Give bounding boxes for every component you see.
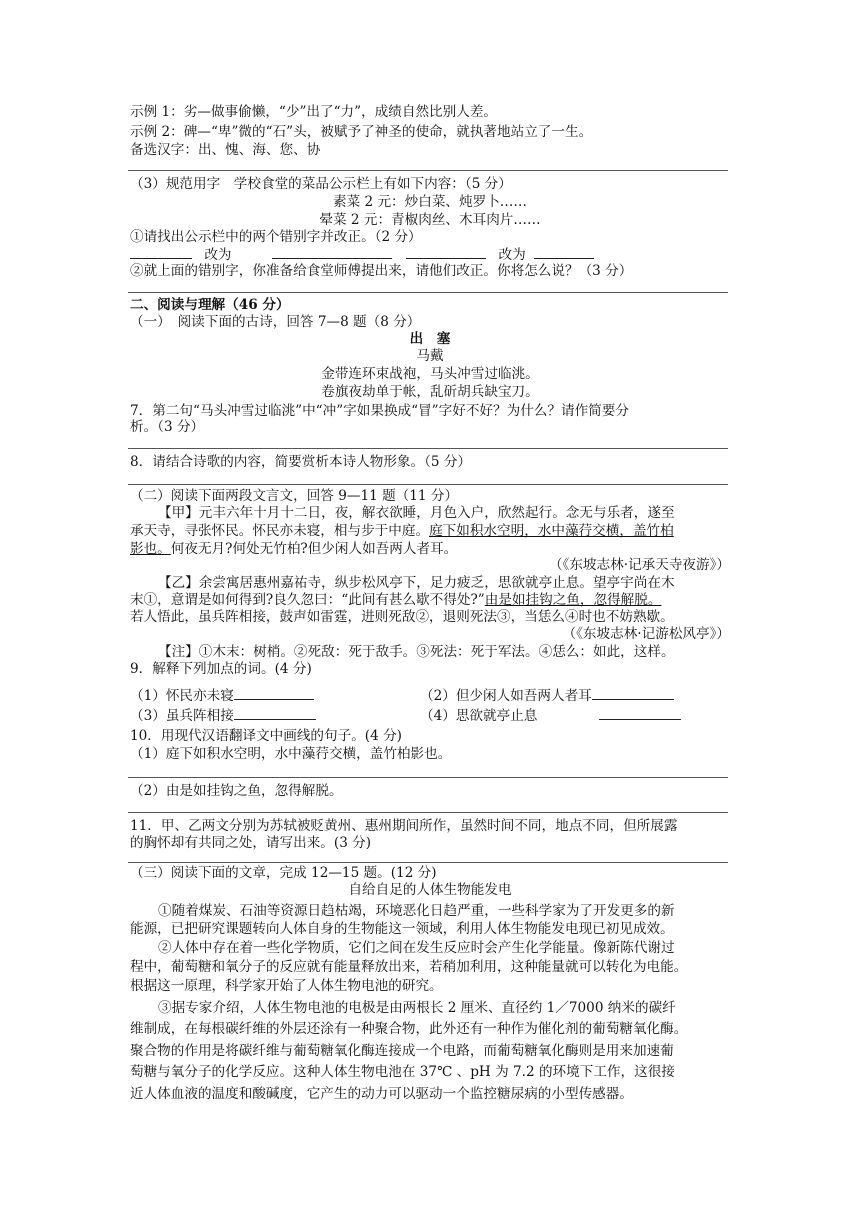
paragraph-1-line-2: 能源，已把研究课题转向人体自身的生物能这一领域，利用人体生物能发电现已初见成效。 xyxy=(130,921,674,937)
blank[interactable] xyxy=(534,244,594,259)
text-yi-line-2 xyxy=(130,591,661,609)
text-jia-plain: 承天寺，寻张怀民。怀民亦未寝，相与步于中庭。 xyxy=(130,523,430,539)
text-yi-line-3: 若人悟此，虽兵阵相接，鼓声如雷霆，进则死敌②，退则死法③，当恁么④时也不妨熟歇。 xyxy=(130,609,674,625)
paragraph-3-line-4: 萄糖与氧分子的化学反应。这种人体生物电池在 37℃ 、pH 为 7.2 的环境下工作，这很接 xyxy=(130,1064,675,1080)
answer-line xyxy=(128,812,728,813)
q3-ask-1: ①请找出公示栏中的两个错别字并改正。（2 分） xyxy=(130,229,422,245)
q9-item-1-text: （1）怀民亦未寝 xyxy=(130,688,234,704)
q9-item-3-text: （3）虽兵阵相接 xyxy=(130,708,234,724)
text-jia-plain: 何夜无月?何处无竹柏?但少闲人如吾两人者耳。 xyxy=(170,541,458,557)
paragraph-2-line-3: 根据这一原理，科学家开始了人体生物电池的研究。 xyxy=(130,978,443,994)
q10-item-1: （1）庭下如积水空明，水中藻荇交横，盖竹柏影也。 xyxy=(130,746,452,762)
q9-item-2 xyxy=(420,685,674,705)
underlined-sentence: 庭下如积水空明，水中藻荇交横，盖竹柏 xyxy=(429,523,674,539)
blank[interactable] xyxy=(599,705,681,720)
blank[interactable] xyxy=(406,244,486,259)
poem-line-1: 金带连环束战袍，马头冲雪过临洮。 xyxy=(321,366,539,382)
underlined-sentence: 影也。 xyxy=(130,541,171,557)
poem-line-2: 卷旗夜劫单于帐，乱斫胡兵缺宝刀。 xyxy=(321,384,539,400)
poem-author: 马戴 xyxy=(416,348,444,364)
q8: 8．请结合诗歌的内容，简要赏析本诗人物形象。（5 分） xyxy=(130,454,472,470)
q9: 9．解释下列加点的词。(4 分) xyxy=(130,661,312,677)
menu-line-1: 素菜 2 元：炒白菜、炖罗卜…… xyxy=(332,194,527,210)
section-2-title: 二、阅读与理解（46 分） xyxy=(130,297,290,313)
answer-line xyxy=(128,484,728,485)
part-1-title: （一） 阅读下面的古诗，回答 7—8 题（8 分） xyxy=(130,314,421,330)
menu-line-2: 晕菜 2 元：青椒肉丝、木耳肉片…… xyxy=(319,212,541,228)
paragraph-3-line-1: ③据专家介绍，人体生物电池的电极是由两根长 2 厘米、直径约 1／7000 纳米的碳纤 xyxy=(158,1000,676,1016)
jia-source: （《东坡志林·记承天寺夜游》） xyxy=(548,557,730,573)
underlined-sentence: 由是如挂钩之鱼，忽得解脱。 xyxy=(484,592,662,608)
q11-line-1: 11．甲、乙两文分别为苏轼被贬黄州、惠州期间所作，虽然时间不同，地点不同，但所展露 xyxy=(130,818,678,834)
blank[interactable] xyxy=(234,685,314,700)
q9-item-3 xyxy=(130,705,316,725)
paragraph-3-line-5: 近人体血液的温度和酸碱度，它产生的动力可以驱动一个监控糖尿病的小型传感器。 xyxy=(130,1086,633,1102)
candidate-characters: 备选汉字：出、愧、海、您、协 xyxy=(130,142,321,158)
change-to-label: 改为 xyxy=(498,247,526,263)
part-3-title: （三）阅读下面的文章，完成 12—15 题。(12 分) xyxy=(130,865,437,881)
text-jia-line-1: 【甲】元丰六年十月十二日，夜，解衣欲睡，月色入户，欣然起行。念无与乐者，遂至 xyxy=(158,505,675,521)
annotation-note: 【注】①木末：树梢。②死敌：死于敌手。③死法：死于军法。④恁么：如此，这样。 xyxy=(158,644,675,660)
blank[interactable] xyxy=(234,705,316,720)
change-to-label: 改为 xyxy=(204,247,232,263)
q9-item-2-text: （2）但少闲人如吾两人者耳 xyxy=(420,688,592,704)
correction-row xyxy=(130,244,594,264)
q10-item-2: （2）由是如挂钩之鱼，忽得解脱。 xyxy=(130,783,343,799)
q9-item-4-text: （4）思欲就亭止息 xyxy=(420,708,538,724)
q9-item-1 xyxy=(130,685,314,705)
answer-line xyxy=(128,862,728,863)
q3-ask-2: ②就上面的错别字，你准备给食堂师傅提出来，请他们改正。你将怎么说？（3 分） xyxy=(130,263,633,279)
blank[interactable] xyxy=(272,244,392,259)
answer-line xyxy=(128,292,728,293)
q10: 10．用现代汉语翻译文中画线的句子。(4 分) xyxy=(130,728,402,744)
paragraph-1-line-1: ①随着煤炭、石油等资源日趋枯竭，环境恶化日趋严重，一些科学家为了开发更多的新 xyxy=(158,903,675,919)
example-1: 示例 1：劣—做事偷懒，“少”出了“力”，成绩自然比别人差。 xyxy=(130,104,498,120)
q7-line-2: 析。（3 分） xyxy=(130,419,205,435)
answer-line xyxy=(128,170,728,171)
text-yi-plain: 末①，意谓是如何得到?良久忽曰：“此间有甚么歇不得处?” xyxy=(130,592,485,608)
example-2: 示例 2：碑—“卑”微的“石”头，被赋予了神圣的使命，就执著地站立了一生。 xyxy=(130,124,593,140)
text-yi-line-1: 【乙】余尝寓居惠州嘉祐寺，纵步松风亭下，足力疲乏，思欲就亭止息。望亭宇尚在木 xyxy=(158,575,675,591)
text-jia-line-2 xyxy=(130,522,674,540)
q9-item-4 xyxy=(420,705,681,725)
article-title: 自给自足的人体生物能发电 xyxy=(348,882,512,898)
q3-title: （3）规范用字 学校食堂的菜品公示栏上有如下内容：（5 分） xyxy=(130,176,512,192)
paragraph-3-line-2: 维制成，在每根碳纤维的外层还涂有一种聚合物，此外还有一种作为催化剂的葡萄糖氧化酶。 xyxy=(130,1021,688,1037)
q11-line-2: 的胸怀却有共同之处，请写出来。(3 分) xyxy=(130,835,372,851)
paragraph-3-line-3: 聚合物的作用是将碳纤维与葡萄糖氧化酶连接成一个电路，而葡萄糖氧化酶则是用来加速葡 xyxy=(130,1043,674,1059)
q7-line-1: 7．第二句“马头冲雪过临洮”中“冲”字如果换成“冒”字好不好？为什么？请作简要分 xyxy=(130,403,629,419)
answer-line xyxy=(128,777,728,778)
poem-title: 出 塞 xyxy=(409,331,451,347)
paragraph-2-line-1: ②人体中存在着一些化学物质，它们之间在发生反应时会产生化学能量。像新陈代谢过 xyxy=(158,940,675,956)
answer-line xyxy=(128,448,728,449)
blank[interactable] xyxy=(592,685,674,700)
part-2-title: （二）阅读下面两段文言文，回答 9—11 题（11 分） xyxy=(130,488,459,504)
paragraph-2-line-2: 程中，葡萄糖和氧分子的反应就有能量释放出来，若稍加利用，这种能量就可以转化为电能。 xyxy=(130,959,688,975)
yi-source: （《东坡志林·记游松风亭》） xyxy=(562,626,730,642)
blank[interactable] xyxy=(130,244,192,259)
